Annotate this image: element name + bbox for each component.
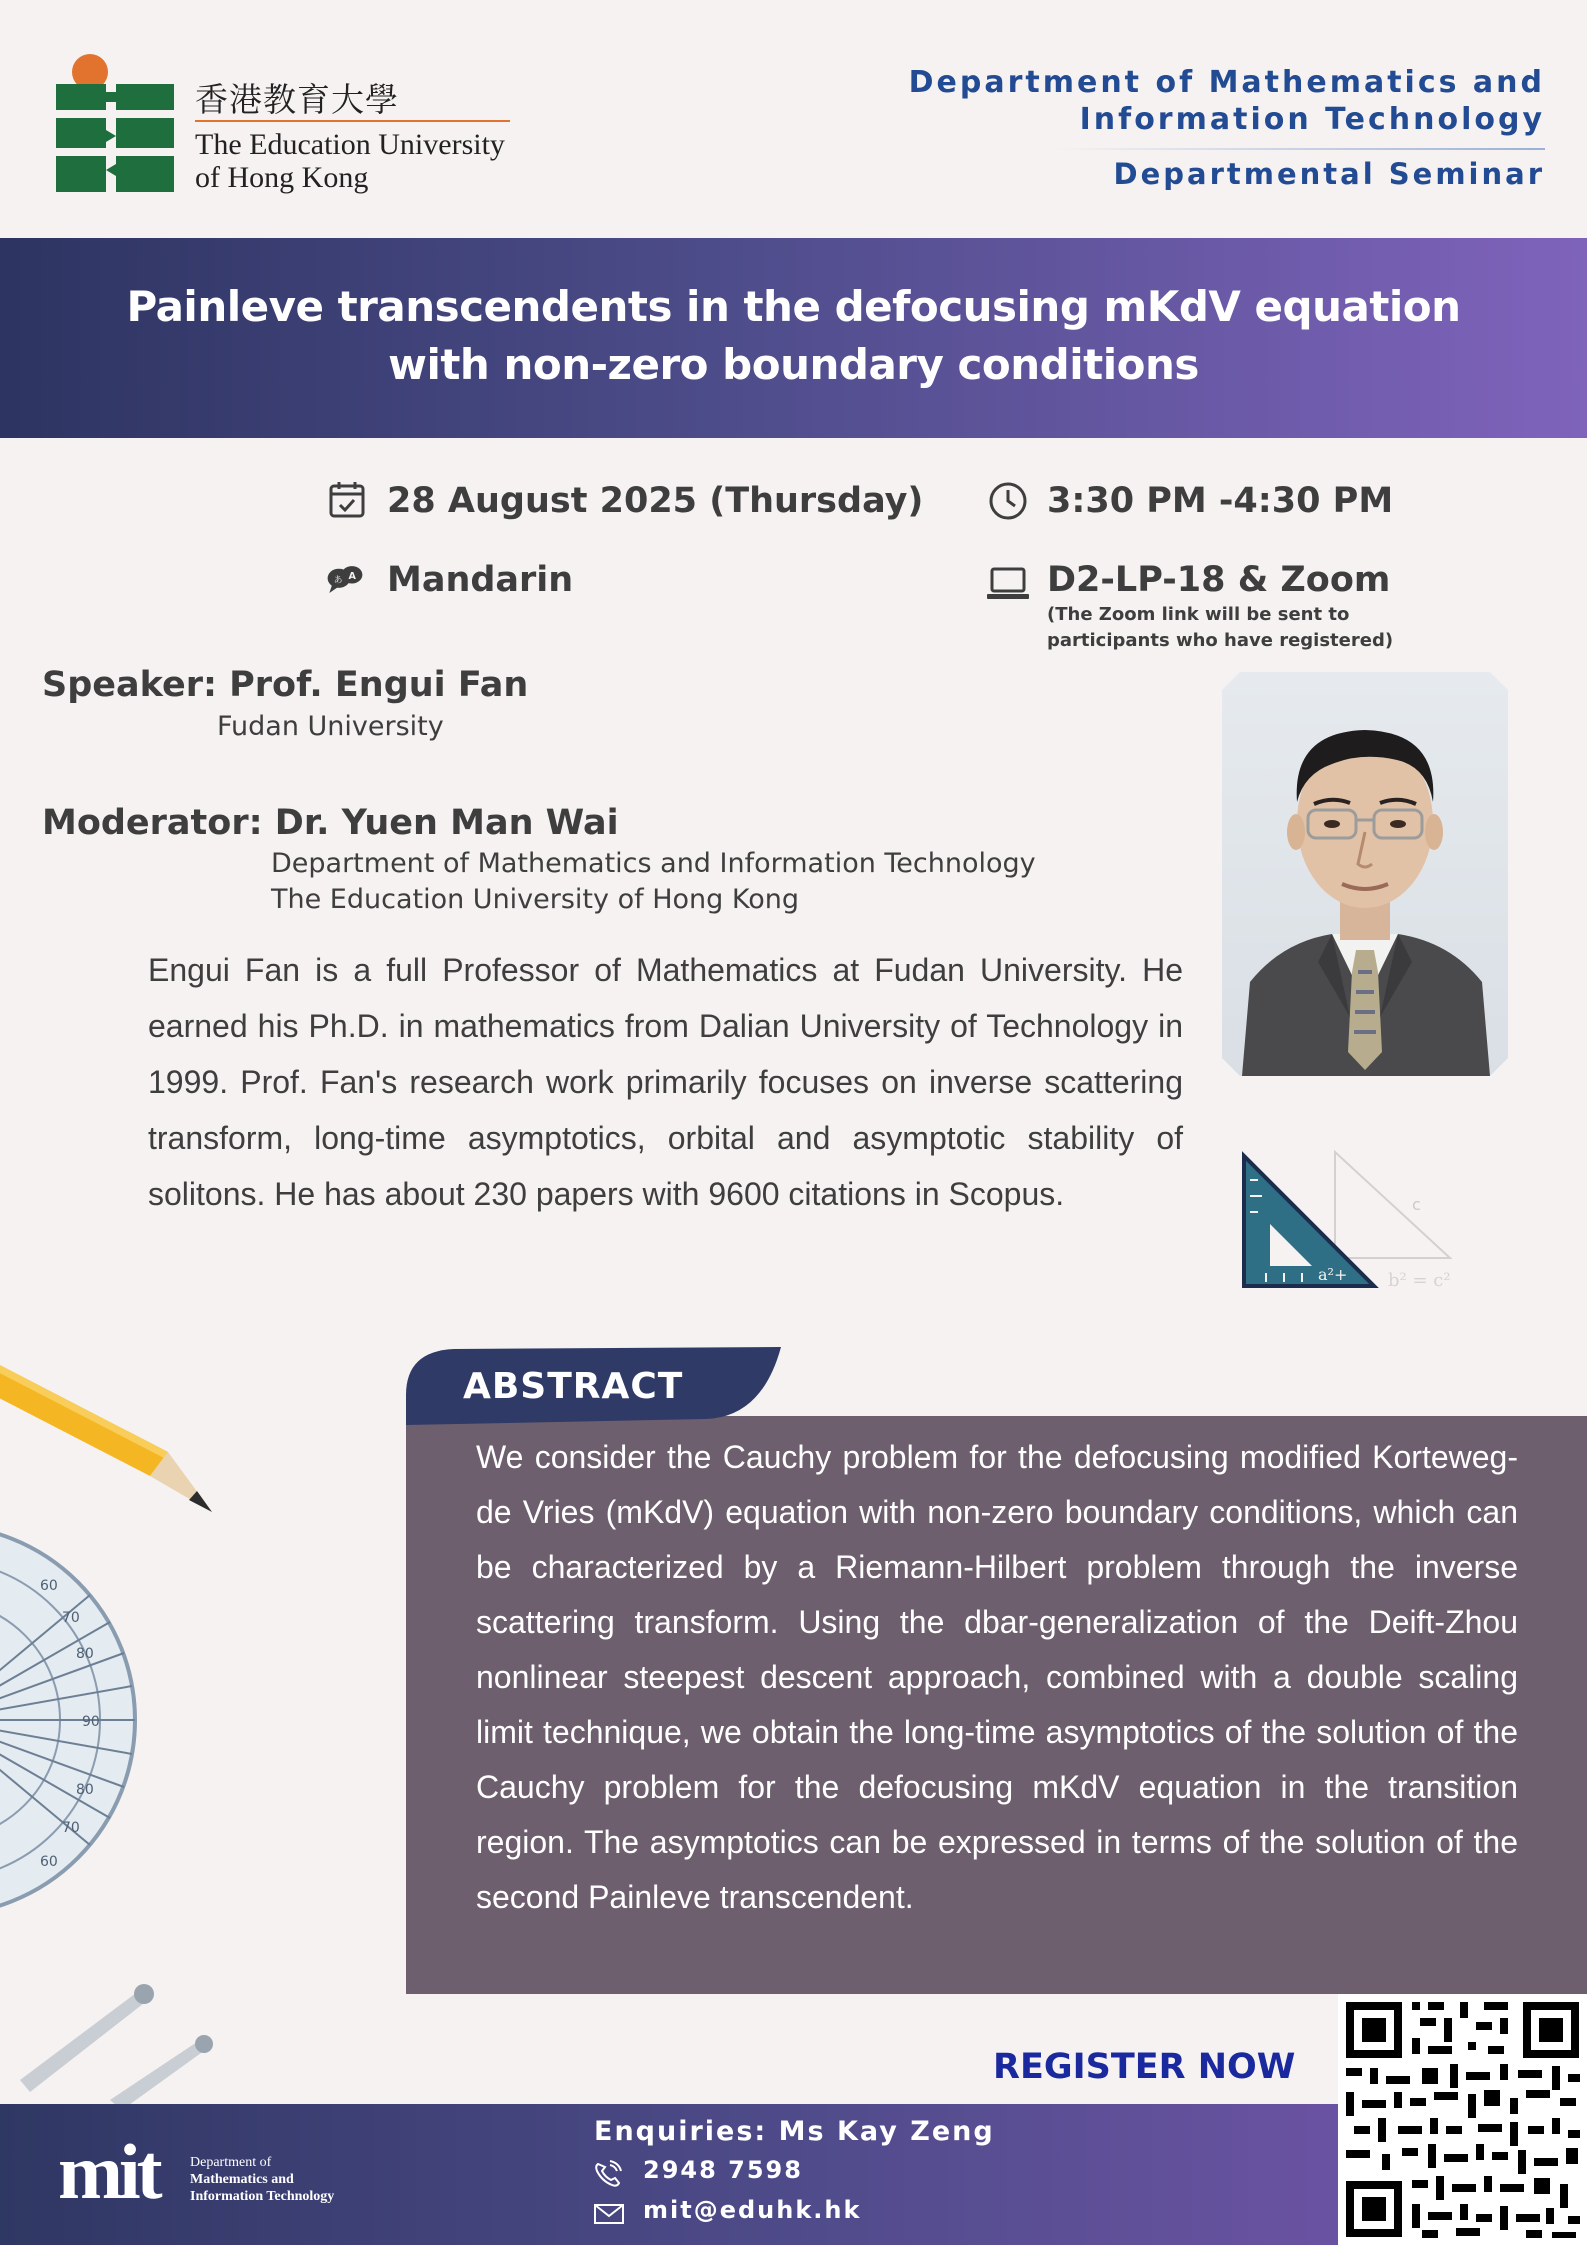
speaker-name: Speaker: Prof. Engui Fan (42, 665, 529, 705)
svg-text:60: 60 (40, 1854, 58, 1870)
speaker-affiliation: Fudan University (217, 711, 444, 742)
event-date: 28 August 2025 (Thursday) (387, 481, 924, 521)
phone-number: 2948 7598 (643, 2156, 803, 2184)
moderator-affiliation-line1: Department of Mathematics and Information Technology (271, 848, 1036, 879)
laptop-icon (986, 563, 1030, 603)
event-language: Mandarin (387, 560, 574, 600)
abstract-label: ABSTRACT (463, 1366, 684, 1407)
register-now-label[interactable]: REGISTER NOW (993, 2047, 1296, 2087)
department-divider (1055, 148, 1545, 150)
logo-divider (195, 120, 510, 122)
eduhk-logo-icon (52, 52, 177, 197)
zoom-note (1047, 602, 1393, 654)
email-address[interactable]: mit@eduhk.hk (643, 2196, 862, 2224)
svg-text:80: 80 (76, 1646, 94, 1662)
zoom-note-line2: participants who have registered) (1047, 630, 1394, 651)
svg-text:c: c (1412, 1195, 1421, 1214)
svg-text:70: 70 (62, 1820, 80, 1836)
speaker-bio: Engui Fan is a full Professor of Mathematics at Fudan University. He earned his Ph.D. in mathematics from Dalian University of Technology in 1999. Prof. Fan's research work primarily focuses on inverse scattering transform, long-time asymptotics, orbital and asymptotic stability of solitons. He has about 230 papers with 9600 citations in Scopus. (148, 952, 1183, 1212)
department-line1: Department of Mathematics and (908, 65, 1545, 100)
mit-logo-sub1: Department of (190, 2155, 272, 2170)
set-square-icon (1240, 1140, 1460, 1300)
svg-text:b² = c²: b² = c² (1388, 1270, 1451, 1291)
seminar-label: Departmental Seminar (1113, 157, 1545, 191)
svg-text:60: 60 (40, 1578, 58, 1594)
svg-text:A: A (348, 571, 356, 583)
qr-code-icon[interactable] (1338, 1994, 1587, 2245)
abstract-text: We consider the Cauchy problem for the defocusing modified Korteweg-de Vries (mKdV) equation with non-zero boundary conditions, which can be characterized by a Riemann-Hilbert problem through the inverse scattering transform. Using the dbar-generalization of the Deift-Zhou nonlinear steepest descent approach, combined with a double scaling limit technique, we obtain the long-time asymptotics of the solution of the Cauchy problem for the defocusing mKdV equation in the transition region. The asymptotics can be expressed in terms of the solution of the second Painleve transcendent. (476, 1439, 1518, 1915)
event-time: 3:30 PM -4:30 PM (1047, 481, 1394, 521)
talk-title (40, 278, 1547, 394)
phone-icon (593, 2160, 623, 2188)
moderator-affiliation-line2: The Education University of Hong Kong (271, 884, 799, 915)
mit-logo-sub3: Information Technology (190, 2189, 335, 2204)
moderator-name: Moderator: Dr. Yuen Man Wai (42, 803, 619, 843)
talk-title-line2: with non-zero boundary conditions (388, 340, 1199, 389)
clock-icon (988, 481, 1028, 521)
enquiries-contact: Enquiries: Ms Kay Zeng (594, 2116, 995, 2147)
svg-text:80: 80 (76, 1782, 94, 1798)
svg-text:あ: あ (333, 575, 343, 586)
university-name-en-line1: The Education University (195, 128, 505, 161)
talk-title-line1: Painleve transcendents in the defocusing mKdV equation (126, 282, 1461, 331)
svg-text:90: 90 (82, 1714, 100, 1730)
university-name-en-line2: of Hong Kong (195, 161, 369, 194)
svg-text:a²+: a²+ (1318, 1265, 1348, 1284)
university-name-zh: 香港教育大學 (195, 80, 399, 119)
svg-text:70: 70 (62, 1610, 80, 1626)
mit-logo-sub2: Mathematics and (190, 2172, 294, 2187)
zoom-note-line1: (The Zoom link will be sent to (1047, 604, 1350, 625)
email-icon (593, 2202, 625, 2226)
event-venue: D2-LP-18 & Zoom (1047, 560, 1391, 600)
mit-logo (58, 2128, 398, 2218)
mit-logo-mark: mit (58, 2128, 159, 2215)
speaker-photo (1222, 672, 1508, 1076)
protractor-icon (0, 1340, 240, 2120)
department-title (845, 64, 1545, 138)
calendar-icon (327, 479, 367, 519)
department-line2: Information Technology (1079, 102, 1545, 137)
language-icon (325, 560, 365, 600)
